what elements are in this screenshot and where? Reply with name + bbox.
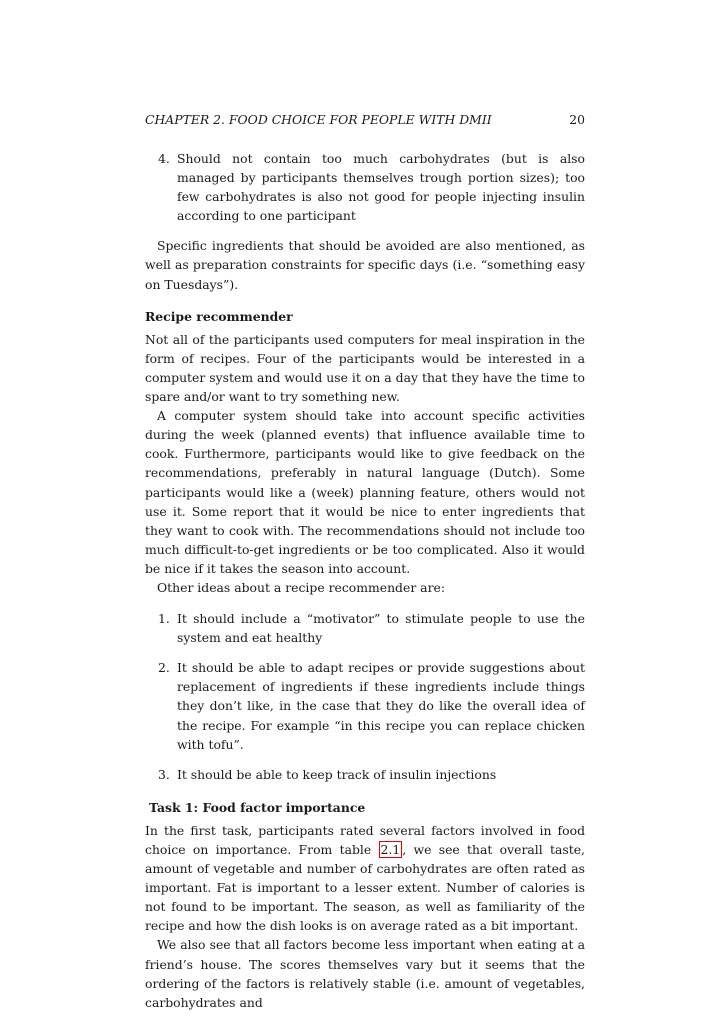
paragraph: A computer system should take into account specific activities during the week (planned events) that influence available time to cook. Furthermore, participants would like to give feedback on the recommendations, preferably in natural language (Dutch). Some participants would like a (week) planning feature, others would not use it. Some report that it would be nice to enter ingredients that they want to cook with. The recommendations should not include too much difficult-to-get ingredients or be too complicated. Also it would be nice if it takes the season into account. (145, 408, 585, 576)
paragraph: Other ideas about a recipe recommender are: (157, 579, 445, 595)
paragraph-ingredients: Specific ingredients that should be avoided are also mentioned, as well as preparation constraints for specific days (i.e. “something easy on Tuesdays”). (145, 238, 585, 292)
section-heading-recipe-recommender: Recipe recommender (145, 308, 293, 324)
paragraph (145, 821, 585, 936)
list-item-text: It should include a “motivator” to stimulate people to use the system and eat healthy (177, 611, 585, 646)
recipe-ideas-list (145, 609, 585, 784)
list-item (145, 658, 585, 753)
paragraph-text: In the first task, participants rated several factors involved in food choice on importance. From table (145, 822, 585, 857)
list-item-text: Should not contain too much carbohydrates (but is also managed by participants themselves trough portion sizes); too few carbohydrates is also not good for people injecting insulin according to one participant (177, 151, 585, 224)
table-reference-link[interactable]: 2.1 (380, 842, 401, 857)
list-item-number: 1. (158, 611, 170, 627)
list-item-number: 2. (158, 660, 170, 676)
list-item-number: 4. (158, 151, 170, 166)
list-item-text: It should be able to keep track of insulin injections (177, 766, 497, 782)
paragraph-text: , we see that overall taste, amount of vegetable and number of carbohydrates are often rated as important. Fat is important to a lesser extent. Number of calories is not found to be important. The season, as well as familiarity of the recipe and how the dish looks is on average rated as a bit important. (145, 842, 585, 934)
list-item (145, 765, 585, 784)
running-header (145, 110, 585, 129)
list-item (145, 149, 585, 225)
list-item-number: 3. (158, 766, 170, 782)
constraints-list (145, 149, 585, 225)
paragraph: Not all of the participants used computers for meal inspiration in the form of recipes. Four of the participants would be interested in a computer system and would use it on a day that they have the time to spare and/or want to try something new. (145, 331, 585, 405)
list-item (145, 609, 585, 647)
section-heading-task-1: Task 1: Food factor importance (149, 799, 366, 815)
list-item-text: It should be able to adapt recipes or provide suggestions about replacement of ingredients if these ingredients include things they don’t like, in the case that they do like the overall idea of the recipe. For example “in this recipe you can replace chicken with tofu”. (177, 660, 585, 752)
page-number: 20 (569, 112, 585, 127)
page (145, 110, 585, 1012)
chapter-title: CHAPTER 2. FOOD CHOICE FOR PEOPLE WITH DMII (145, 112, 492, 127)
paragraph: We also see that all factors become less important when eating at a friend’s house. The scores themselves vary but it seems that the ordering of the factors is relatively stable (i.e. amount of vegetables, carbohydrates and (145, 937, 585, 1010)
